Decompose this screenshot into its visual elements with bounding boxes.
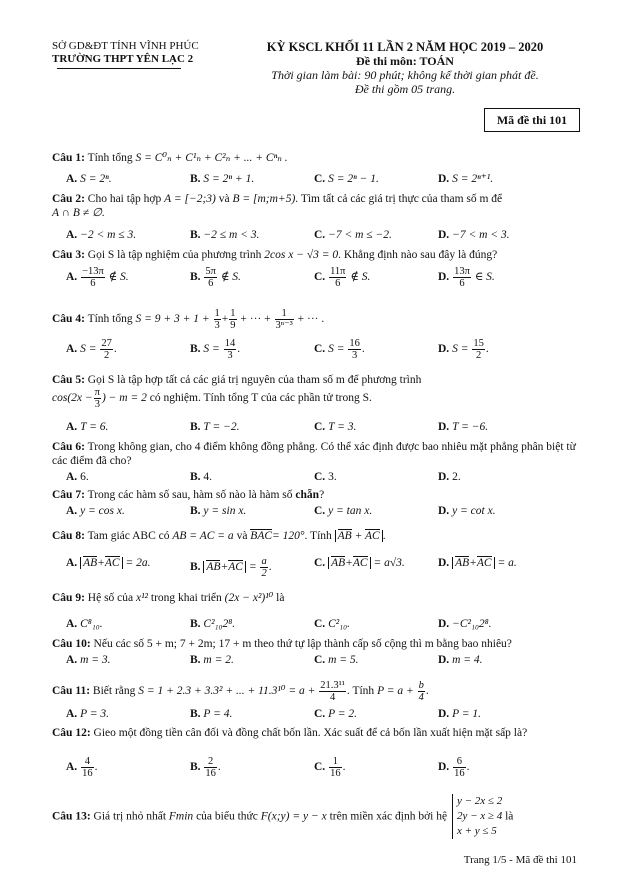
option-c[interactable]: C. T = 3. — [314, 421, 357, 433]
question-3-options — [66, 266, 586, 296]
header-rule — [57, 68, 181, 69]
exam-title: KỲ KSCL KHỐI 11 LẦN 2 NĂM HỌC 2019 – 2020 — [266, 40, 544, 54]
option-a[interactable]: A. AB+AC = 2a. — [66, 557, 151, 569]
option-b[interactable]: B. S = $\frac{14}{3}$ . — [190, 338, 241, 361]
exam-code-box: Mã đề thi 101 — [484, 108, 580, 132]
option-a[interactable]: A. S = 2ⁿ. — [66, 173, 112, 185]
option-a[interactable]: A. P = 3. — [66, 708, 110, 720]
header-left — [52, 40, 242, 69]
option-a[interactable]: A. 6. — [66, 471, 89, 483]
option-a[interactable]: A. C⁸₁₀. — [66, 618, 103, 630]
option-a[interactable]: A. m = 3. — [66, 654, 111, 666]
option-c[interactable]: C. y = tan x. — [314, 505, 373, 517]
option-d[interactable]: D. T = −6. — [438, 421, 489, 433]
question-13: Câu 13: Giá trị nhỏ nhất Fmin của biểu thức F(x;y) = y − x trên miền xác định bởi hệ y − 2x ≤ 2 2y − x ≥ 4 x + y ≤ 5 là — [52, 795, 514, 837]
option-d[interactable]: D. AB+AC = a. — [438, 557, 517, 569]
question-4: Câu 4: Tính tổng S = 9 + 3 + 1 + $\frac{1}{3}$ + $\frac{1}{9}$ + ··· + $\frac{1}{\text{3ⁿ⁻³}}$ + ··· . — [52, 308, 325, 331]
option-b[interactable]: B. y = sin x. — [190, 505, 247, 517]
option-a[interactable]: A. $\frac{-13\pi}{6}$ ∉ S. — [66, 266, 129, 289]
option-c[interactable]: C. C²₁₀. — [314, 618, 351, 630]
question-3: Câu 3: Gọi S là tập nghiệm của phương trình 2cos x − √3 = 0. Khẳng định nào sau đây là đúng? — [52, 249, 498, 261]
question-5: Câu 5: Gọi S là tập hợp tất cả các giá trị nguyên của tham số m để phương trình cos(2x − $\frac{\pi}{3}$ ) − m = 2 có nghiệm. Tính tổng T của các phần tử trong S. — [52, 374, 422, 410]
school-name: TRƯỜNG THPT YÊN LẠC 2 — [52, 53, 194, 65]
option-d[interactable]: D. m = 4. — [438, 654, 483, 666]
option-b[interactable]: B. P = 4. — [190, 708, 233, 720]
exam-time: Thời gian làm bài: 90 phút; không kể thời gian phát đề. — [271, 68, 539, 82]
question-12-options — [66, 756, 586, 786]
exam-subject: Đề thi môn: TOÁN — [356, 54, 454, 68]
option-d[interactable]: D. S = $\frac{15}{2}$ . — [438, 338, 489, 361]
option-d[interactable]: D. S = 2ⁿ⁺¹. — [438, 173, 494, 185]
option-c[interactable]: C. −7 < m ≤ −2. — [314, 229, 392, 241]
exam-pages: Đề thi gồm 05 trang. — [354, 82, 456, 96]
option-b[interactable]: B. −2 ≤ m < 3. — [190, 229, 260, 241]
option-d[interactable]: D. y = cot x. — [438, 505, 496, 517]
header-right — [240, 40, 570, 96]
department: SỞ GD&ĐT TỈNH VĨNH PHÚC — [52, 40, 199, 52]
option-b[interactable]: B. m = 2. — [190, 654, 234, 666]
option-b[interactable]: B. T = −2. — [190, 421, 240, 433]
option-a[interactable]: A. $\frac{4}{16}$ . — [66, 756, 98, 779]
option-b[interactable]: B. C²₁₀2⁸. — [190, 618, 236, 630]
option-c[interactable]: C. S = $\frac{16}{3}$ . — [314, 338, 365, 361]
option-b[interactable]: B. 4. — [190, 471, 213, 483]
option-a[interactable]: A. −2 < m ≤ 3. — [66, 229, 137, 241]
option-b[interactable]: B. S = 2ⁿ + 1. — [190, 173, 255, 185]
question-10: Câu 10: Nếu các số 5 + m; 7 + 2m; 17 + m theo thứ tự lập thành cấp số cộng thì m bằng bao nhiêu? — [52, 638, 512, 650]
option-d[interactable]: D. $\frac{6}{16}$ . — [438, 756, 470, 779]
option-c[interactable]: C. $\frac{1}{16}$ . — [314, 756, 346, 779]
inequality-system: y − 2x ≤ 2 2y − x ≥ 4 x + y ≤ 5 — [452, 794, 502, 839]
option-d[interactable]: D. 2. — [438, 471, 461, 483]
option-d[interactable]: D. P = 1. — [438, 708, 482, 720]
option-c[interactable]: C. $\frac{11\pi}{6}$ ∉ S. — [314, 266, 371, 289]
question-12: Câu 12: Gieo một đồng tiền cân đối và đồng chất bốn lần. Xác suất để cả bốn lần xuất hiện mặt sấp là? — [52, 727, 528, 739]
question-9: Câu 9: Hệ số của x¹² trong khai triển (2x − x²)¹⁰ là — [52, 592, 285, 604]
question-8: Câu 8: Tam giác ABC có AB = AC = a và BAC= 120°. Tính AB + AC . — [52, 530, 386, 542]
page-footer: Trang 1/5 - Mã đề thi 101 — [463, 854, 577, 866]
option-d[interactable]: D. −C²₁₀2⁸. — [438, 618, 492, 630]
option-c[interactable]: C. P = 2. — [314, 708, 358, 720]
option-b[interactable]: B. $\frac{2}{16}$ . — [190, 756, 221, 779]
option-a[interactable]: A. y = cos x. — [66, 505, 125, 517]
option-c[interactable]: C. 3. — [314, 471, 337, 483]
question-8-options — [66, 556, 586, 586]
option-b[interactable]: B. $\frac{5\pi}{6}$ ∉ S. — [190, 266, 241, 289]
option-d[interactable]: D. −7 < m < 3. — [438, 229, 510, 241]
question-2: Câu 2: Cho hai tập hợp A = [−2;3) và B = [m;m+5). Tìm tất cả các giá trị thực của tham số m để A ∩ B ≠ ∅. — [52, 193, 503, 219]
option-b[interactable]: B. AB+AC = $\frac{a}{2}$ . — [190, 556, 272, 579]
option-c[interactable]: C. m = 5. — [314, 654, 359, 666]
question-11: Câu 11: Biết rằng S = 1 + 2.3 + 3.3² + ... + 11.3¹⁰ = a + $\frac{\text{21.3¹¹}}{4}$ . Tính P = a + $\frac{b}{4}$ . — [52, 680, 429, 703]
question-6: Câu 6: Trong không gian, cho 4 điểm không đồng phẳng. Có thể xác định được bao nhiêu mặt phẳng phân biệt từ các điểm đã cho? — [52, 441, 576, 467]
option-d[interactable]: D. $\frac{13\pi}{6}$ ∈ S. — [438, 266, 495, 289]
question-10-options — [66, 653, 586, 683]
option-a[interactable]: A. S = $\frac{27}{2}$ . — [66, 338, 117, 361]
question-4-options — [66, 338, 586, 368]
option-c[interactable]: C. AB+AC = a√3. — [314, 557, 405, 569]
option-c[interactable]: C. S = 2ⁿ − 1. — [314, 173, 379, 185]
question-7: Câu 7: Trong các hàm số sau, hàm số nào là hàm số chẵn? — [52, 489, 325, 501]
question-1: Câu 1: Tính tổng S = C⁰ₙ + C¹ₙ + C²ₙ + ... + Cⁿₙ . — [52, 152, 288, 164]
option-a[interactable]: A. T = 6. — [66, 421, 109, 433]
